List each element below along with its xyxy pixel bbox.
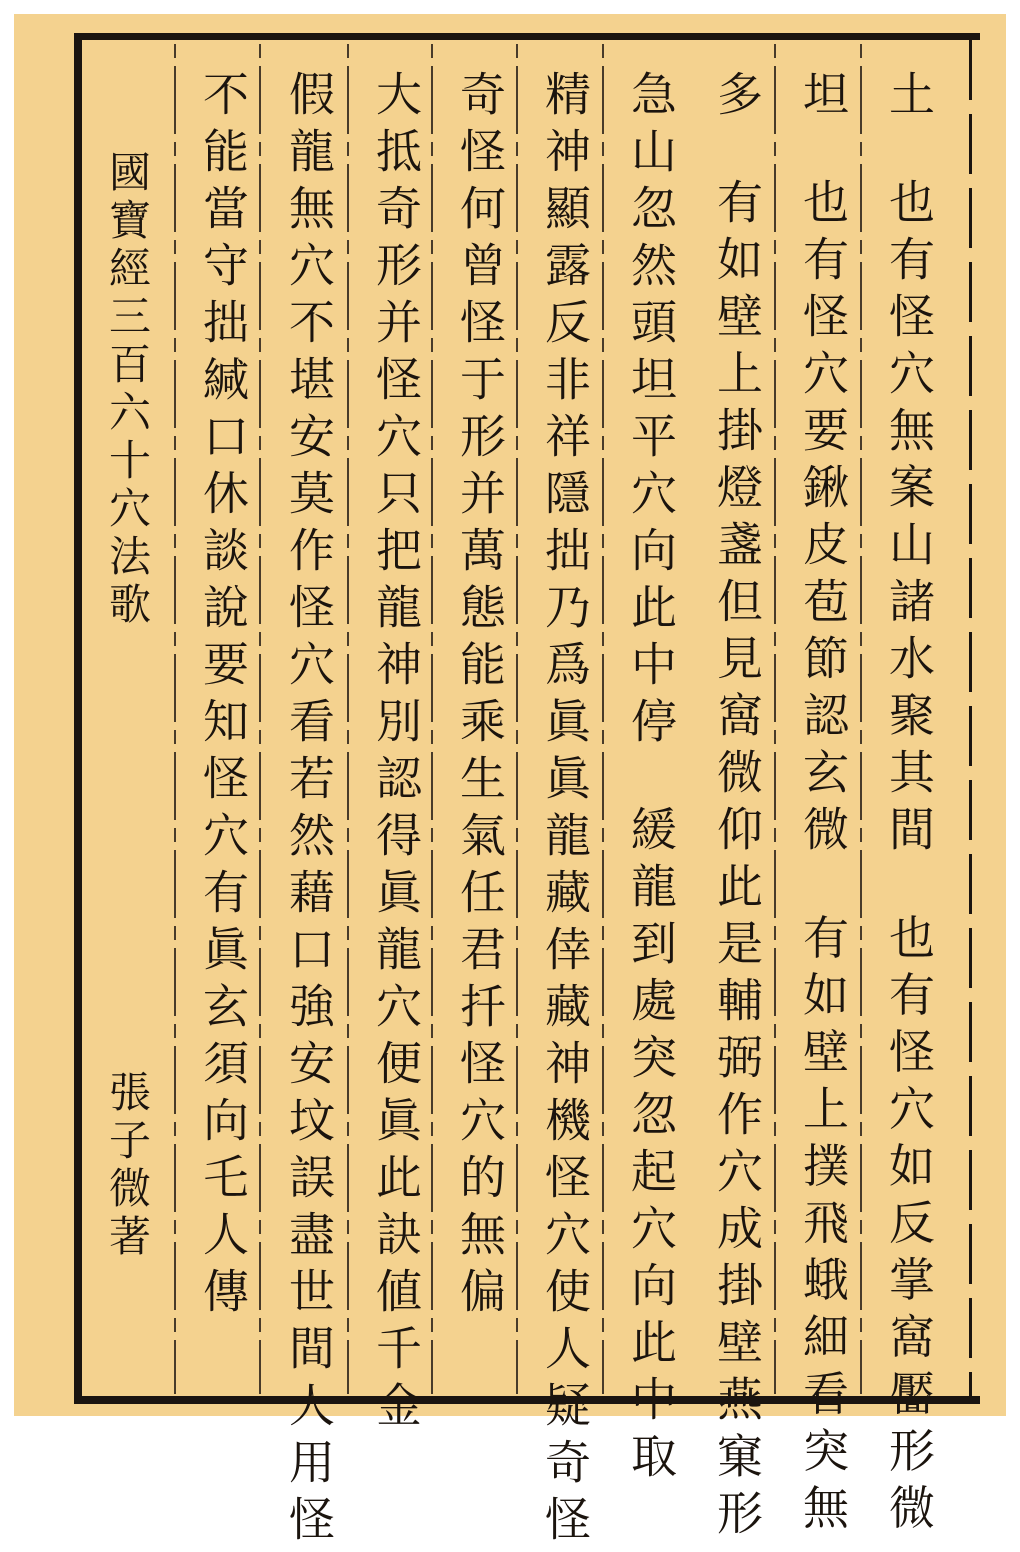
column-rule xyxy=(259,44,261,1394)
text-column-2: 坦 也有怪穴要鍬皮苞節認玄微 有如壁上撲飛蛾細看突無 xyxy=(796,70,850,1541)
column-rule xyxy=(860,44,862,1394)
column-rule xyxy=(431,44,433,1394)
book-page xyxy=(14,14,1006,1552)
book-title: 國寶經三百六十穴法歌 xyxy=(103,150,152,630)
text-column-9: 不能當守拙緘口休談說要知怪穴有眞玄須向乇人傳 xyxy=(196,70,250,1324)
text-column-1: 土 也有怪穴無案山諸水聚其間 也有怪穴如反掌窩靨形微 xyxy=(882,70,936,1541)
column-rule xyxy=(174,44,176,1394)
column-rule xyxy=(774,44,776,1394)
text-column-4: 急山忽然頭坦平穴向此中停 緩龍到處突忽起穴向此中取 xyxy=(624,70,678,1490)
column-rule xyxy=(602,44,604,1394)
author-signature: 張子微著 xyxy=(103,1070,152,1262)
text-column-3: 多 有如壁上掛燈盞但見窩微仰此是輔弼作穴成掛壁燕窠形 xyxy=(710,70,764,1547)
frame-border-right xyxy=(969,40,972,1396)
column-rule xyxy=(516,44,518,1394)
frame-border-left xyxy=(74,33,82,1404)
text-column-8: 假龍無穴不堪安莫作怪穴看若然藉口強安坟誤盡世間人用怪 xyxy=(282,70,336,1552)
text-column-7: 大抵奇形并怪穴只把龍神別認得眞龍穴便眞此訣値千金 xyxy=(369,70,423,1438)
text-column-5: 精神顯露反非祥隱拙乃爲眞眞龍藏倖藏神機怪穴使人疑奇怪 xyxy=(538,70,592,1552)
column-rule xyxy=(347,44,349,1394)
frame-border-top xyxy=(76,33,980,40)
text-column-6: 奇怪何曾怪于形并萬態能乘生氣任君扦怪穴的無偏 xyxy=(453,70,507,1324)
